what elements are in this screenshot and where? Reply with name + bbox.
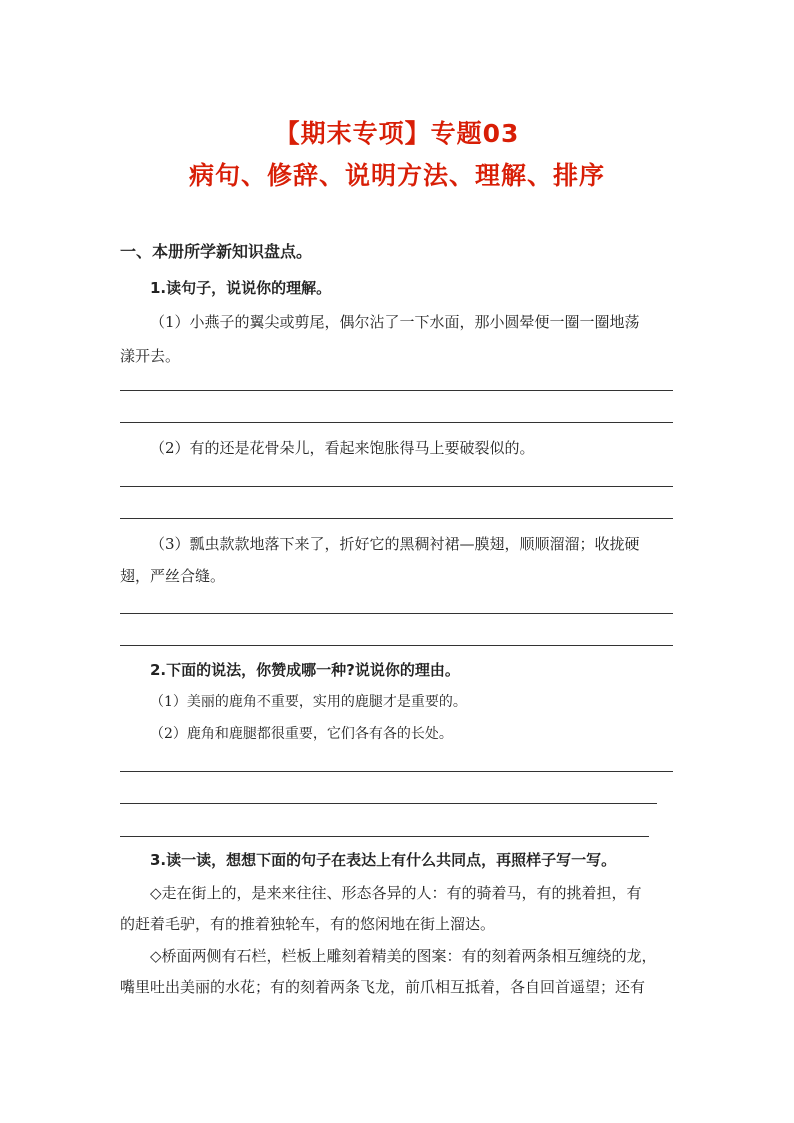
answer-line: [120, 518, 673, 519]
question-1-item-3-line-b: 翅，严丝合缝。: [120, 567, 226, 585]
question-1-item-2: （2）有的还是花骨朵儿，看起来饱胀得马上要破裂似的。: [150, 439, 535, 457]
question-1-prompt: 1.读句子，说说你的理解。: [150, 279, 332, 297]
answer-line: [120, 836, 649, 837]
question-3-example-1-line-b: 的赶着毛驴，有的推着独轮车，有的悠闲地在街上溜达。: [120, 915, 496, 933]
question-2-option-1: （1）美丽的鹿角不重要，实用的鹿腿才是重要的。: [150, 694, 467, 710]
answer-line: [120, 390, 673, 391]
question-3-example-1-line-a: ◇走在街上的，是来来往往、形态各异的人：有的骑着马，有的挑着担，有: [150, 884, 642, 902]
title-line-1: 【期末专项】专题03: [274, 119, 520, 148]
answer-line: [120, 803, 657, 804]
question-2-option-2: （2）鹿角和鹿腿都很重要，它们各有各的长处。: [150, 726, 453, 742]
section-heading: 一、本册所学新知识盘点。: [120, 242, 313, 261]
question-1-item-1-line-b: 漾开去。: [120, 347, 181, 365]
answer-line: [120, 771, 673, 772]
answer-line: [120, 613, 673, 614]
title-line-2: 病句、修辞、说明方法、理解、排序: [188, 161, 605, 190]
answer-line: [120, 645, 673, 646]
answer-line: [120, 486, 673, 487]
question-2-prompt: 2.下面的说法，你赞成哪一种?说说你的理由。: [150, 661, 460, 679]
question-1-item-3-line-a: （3）瓢虫款款地落下来了，折好它的黑稠衬裙—膜翅，顺顺溜溜；收拢硬: [150, 535, 640, 553]
question-3-example-2-line-b: 嘴里吐出美丽的水花；有的刻着两条飞龙，前爪相互抵着，各自回首遥望；还有: [120, 978, 646, 996]
question-3-example-2-line-a: ◇桥面两侧有石栏，栏板上雕刻着精美的图案：有的刻着两条相互缠绕的龙，: [150, 947, 657, 965]
answer-line: [120, 422, 673, 423]
question-3-prompt: 3.读一读，想想下面的句子在表达上有什么共同点，再照样子写一写。: [150, 851, 617, 869]
question-1-item-1-line-a: （1）小燕子的翼尖或剪尾，偶尔沾了一下水面，那小圆晕便一圈一圈地荡: [150, 313, 640, 331]
